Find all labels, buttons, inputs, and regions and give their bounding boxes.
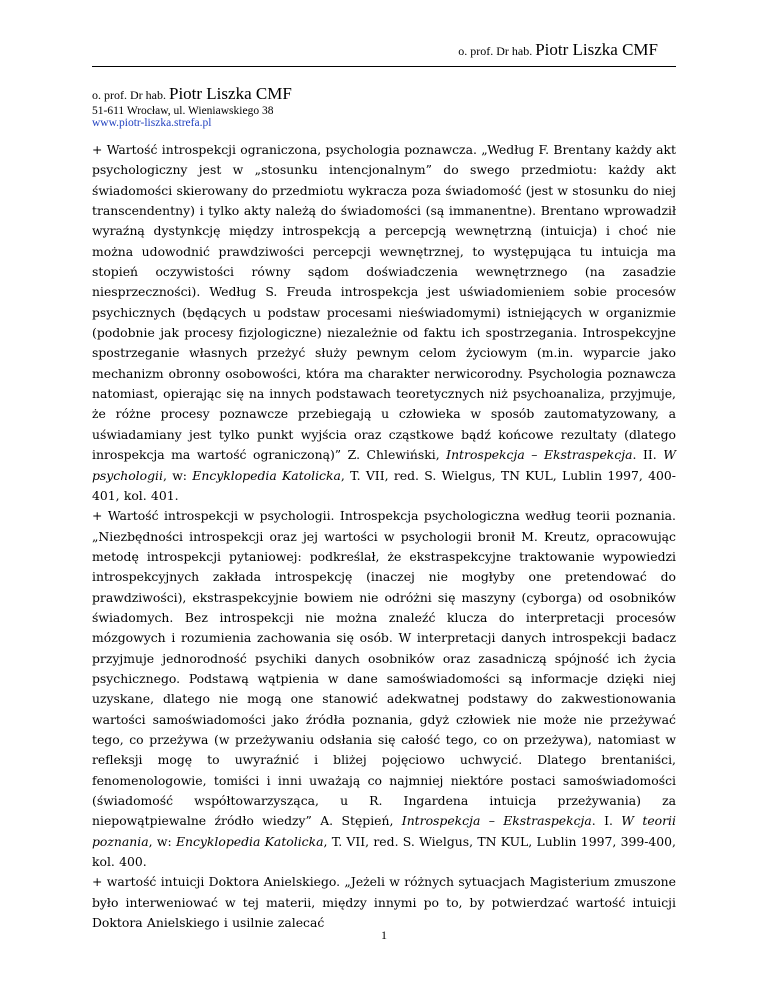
running-header-name: Piotr Liszka CMF <box>535 40 658 59</box>
text-run: , T. VII, red. S. Wielgus, TN KUL, Lublin 1997, 399-400, kol. 400. <box>92 833 676 870</box>
author-block <box>92 84 292 129</box>
italic-text-run: W psychologii <box>92 447 676 483</box>
author-name-line <box>92 84 292 104</box>
text-run: + wartość intuicji Doktora Anielskiego. „Jeżeli w różnych sytuacjach Magisterium zmuszone było interweniować w tej materii, między innymi po to, by potwierdzać wartość intuicji Doktora Anielskiego i usilnie zalecać <box>92 874 676 931</box>
italic-text-run: W teorii poznania <box>92 813 676 849</box>
text-run: , T. VII, red. S. Wielgus, TN KUL, Lublin 1997, 400-401, kol. 401. <box>92 467 676 503</box>
italic-text-run: Introspekcja – Ekstraspekcja <box>446 447 633 463</box>
text-run: , w: <box>162 467 193 483</box>
author-address: 51-611 Wrocław, ul. Wieniawskiego 38 <box>92 105 274 117</box>
text-run: . II. <box>632 447 664 463</box>
body-text <box>92 140 676 933</box>
text-run: . I. <box>591 813 622 829</box>
text-run: , w: <box>148 833 176 849</box>
text-run: + Wartość introspekcji w psychologii. Introspekcja psychologiczna według teorii poznania. „Niezbędności introspekcji oraz jej wartości w psychologii bronił M. Kreutz, opracowując metodę introspekcji pytaniowej: podkreślał, że ekstraspekcyjne traktowanie wypowiedzi introspekcyjnych zakłada introspekcję (inaczej nie mogłyby one pretendować do prawdziwości), ekstraspekcyjnie bowiem nie odróżni się maszyny (cyborga) od osobników świadomych. Bez introspekcji nie można znaleźć klucza do interpretacji procesów mózgowych i rozumienia zachowania się osób. W interpretacji danych introspekcji badacz przyjmuje jednorodność psychiki danych osobników oraz zasadniczą spójność ich życia psychicznego. Podstawą wątpienia w dane samoświadomości są informacje dzięki niej uzyskane, dlatego nie mogą one stanowić adekwatnej podstawy do zakwestionowania wartości samoświadomości jako źródła poznania, gdyż człowiek nie może nie przeżywać tego, co przeżywa (w przeżywaniu odsłania się całość tego, co on przeżywa), natomiast w refleksji mogę to uwyraźnić i bliżej pojęciowo uchwycić. Dlatego brentaniści, fenomenologowie, tomiści i inni uważają co najmniej niektóre postaci samoświadomości (świadomość współtowarzysząca, u R. Ingardena intuicja przeżywania) za niepowątpiewalne źródło wiedzy” A. Stępień, <box>92 508 676 829</box>
italic-text-run: Encyklopedia Katolicka <box>192 467 341 483</box>
italic-text-run: Introspekcja – Ekstraspekcja <box>401 813 592 829</box>
author-name: Piotr Liszka CMF <box>168 84 292 103</box>
italic-text-run: Encyklopedia Katolicka <box>175 833 324 849</box>
running-header <box>458 40 658 60</box>
text-run: + Wartość introspekcji ograniczona, psychologia poznawcza. „Według F. Brentany każdy akt psychologiczny jest w „stosunku intencjonalnym” do swego przedmiotu: każdy akt świadomości skierowany do przedmiotu wykracza poza świadomość (jest w stosunku do niej transcendentny) i tylko akty należą do świadomości (są immanentne). Brentano wprowadził wyraźną dystynkcję między introspekcją a percepcją wewnętrzną (intuicja) i choć nie można udowodnić prawdziwości percepcji wewnętrznej, to występująca tu intuicja ma stopień oczywistości równy sądom doświadczenia wewnętrznego (na zasadzie niesprzeczności). Według S. Freuda introspekcja jest uświadomieniem sobie procesów psychicznych (będących u podstaw procesami nieświadomymi) istniejących w organizmie (podobnie jak procesy fizjologiczne) niezależnie od faktu ich spostrzegania. Introspekcyjne spostrzeganie własnych przeżyć służy pewnym celom życiowym (m.in. wyparcie jako mechanizm obronny osobowości, która ma charakter nerwicorodny. Psychologia poznawcza natomiast, opierając się na innych podstawach teoretycznych niż psychoanaliza, przyjmuje, że różne procesy poznawcze przebiegają u człowieka w sposób zautomatyzowany, a uświadamiany jest tylko punkt wyjścia oraz cząstkowe bądź końcowe rezultaty (dlatego inrospekcja ma wartość ograniczoną)” Z. Chlewiński, <box>92 142 676 463</box>
header-divider <box>92 66 676 67</box>
running-header-prefix: o. prof. Dr hab. <box>458 44 533 58</box>
author-website-link[interactable]: www.piotr-liszka.strefa.pl <box>92 117 212 129</box>
paragraph <box>92 506 676 872</box>
author-prefix: o. prof. Dr hab. <box>92 88 166 102</box>
paragraph <box>92 140 676 506</box>
page-number: 1 <box>381 928 387 942</box>
paragraph <box>92 872 676 933</box>
